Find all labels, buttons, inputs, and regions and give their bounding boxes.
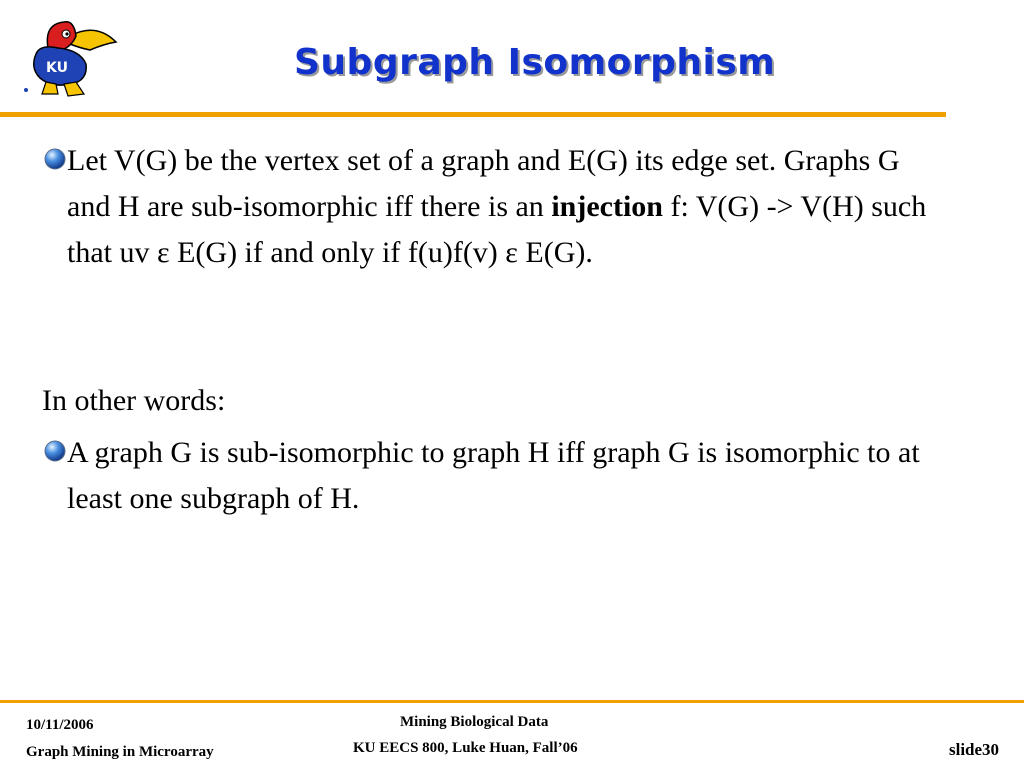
svg-text:KU: KU — [46, 60, 68, 76]
title-divider — [0, 112, 946, 117]
definition-text-part1: Let V(G) be the vertex set of a graph and E(G) its edge set. Graphs G and H are sub-isomorphic iff there is an — [67, 144, 900, 223]
footer-date: 10/11/2006 — [26, 717, 94, 733]
bullet-text-restatement: A graph G is sub-isomorphic to graph H iff graph G is isomorphic to at least one subgraph of H. — [67, 436, 920, 515]
injection-term: injection — [551, 190, 663, 223]
slide-title: Subgraph Isomorphism — [294, 42, 776, 83]
footer-center-title: Mining Biological Data — [400, 714, 549, 730]
bullet-item-restatement — [44, 430, 944, 522]
ku-jayhawk-logo — [18, 14, 122, 100]
slide-number: slide30 — [949, 740, 1000, 759]
definition-text-part2: f: V(G) -> V(H) such that uv ε E(G) if and only if f(u)f(v) ε E(G). — [67, 190, 927, 269]
footer-course-topic: Graph Mining in Microarray — [26, 744, 214, 760]
blue-orb-bullet-icon — [44, 440, 66, 462]
footer-center-course: KU EECS 800, Luke Huan, Fall’06 — [353, 740, 578, 756]
bullet-text-definition — [67, 138, 944, 276]
in-other-words-text: In other words: — [42, 384, 226, 417]
blue-orb-bullet-icon — [44, 148, 66, 170]
bullet-item-definition — [44, 138, 944, 276]
footer-divider — [0, 700, 1024, 703]
